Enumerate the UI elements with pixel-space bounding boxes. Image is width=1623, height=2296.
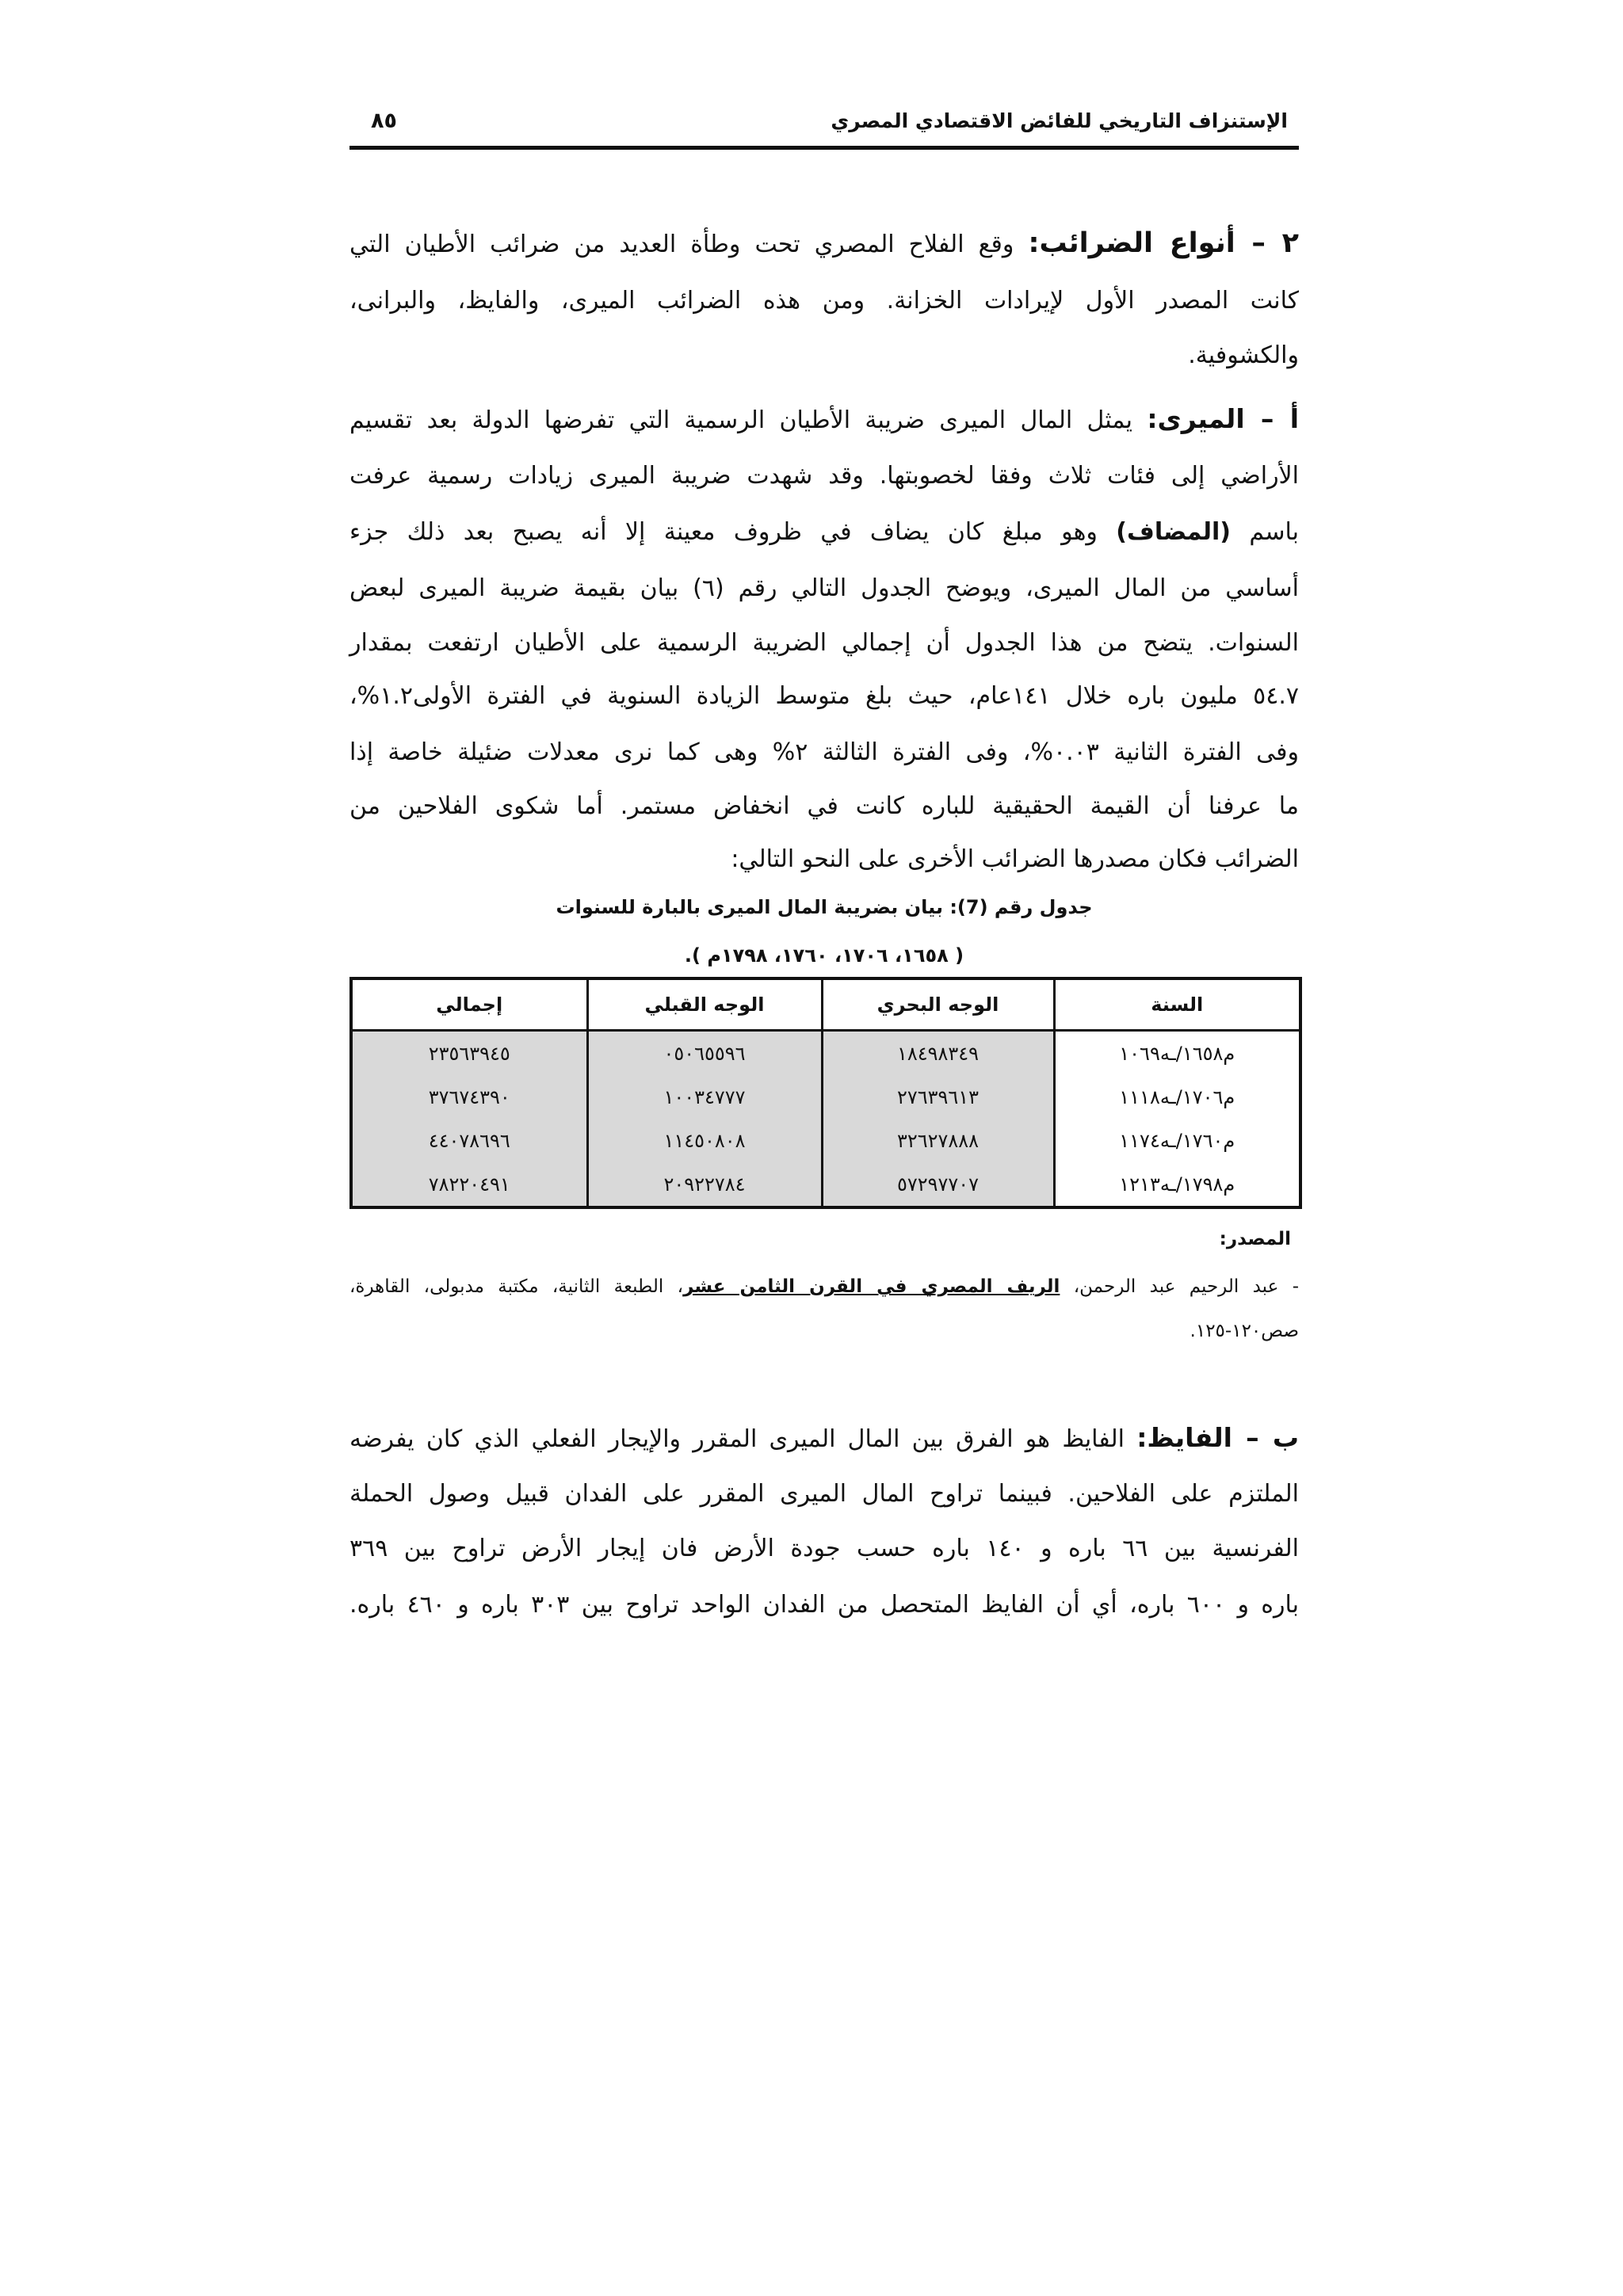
section-heading: ٢ – أنواع الضرائب: (1028, 227, 1300, 259)
table-cell-value: ١٨٤٩٨٣٤٩ (822, 1031, 1054, 1076)
paragraph-line: ما عرفنا أن القيمة الحقيقية للباره كانت في انخفاض مستمر. أما شكوى الفلاحين من (349, 792, 1299, 820)
citation-title: الريف المصري في القرن الثامن عشر (683, 1276, 1060, 1297)
year-value: ١٢١٣هـ/١٧٩٨م (1119, 1173, 1235, 1196)
table-cell-year (1054, 1119, 1300, 1162)
citation-pages: صص١٢٠-١٢٥. (1190, 1321, 1299, 1341)
source-label: المصدر: (1219, 1229, 1291, 1249)
emphasis-term: (المضاف) (1116, 518, 1232, 546)
table-cell-value: ٢٧٦٣٩٦١٣ (822, 1075, 1054, 1119)
line-text: وهو مبلغ كان يضاف في ظروف معينة إلا أنه يصبح بعد ذلك جزء (349, 518, 1098, 546)
header-rule (349, 146, 1299, 150)
table-cell-value: ٣٢٦٢٧٨٨٨ (822, 1119, 1054, 1162)
page-number: ٨٥ (371, 109, 397, 133)
table-cell-value: ٣٧٦٧٤٣٩٠ (351, 1075, 587, 1119)
table-row (351, 1031, 1300, 1076)
subsection-heading: ب – الفايظ: (1136, 1422, 1299, 1453)
table-cell-year (1054, 1075, 1300, 1119)
year-value: ١١١٨هـ/١٧٠٦م (1119, 1085, 1235, 1108)
paragraph-line (349, 1418, 1299, 1458)
table-header-cell: إجمالي (351, 978, 587, 1031)
data-table (349, 977, 1302, 1209)
paragraph-line: السنوات. يتضح من هذا الجدول أن إجمالي الضريبة الرسمية على الأطيان ارتفعت بمقدار (349, 629, 1299, 657)
table-cell-value: ٢٠٩٢٢٧٨٤ (587, 1162, 822, 1207)
table-cell-value: ٠٥٠٦٥٥٩٦ (587, 1031, 822, 1076)
paragraph-line (349, 223, 1299, 263)
paragraph-line: الأراضي إلى فئات ثلاث وفقا لخصوبتها. وقد شهدت ضريبة الميرى زيادات رسمية عرفت (349, 462, 1299, 490)
citation-details: ، الطبعة الثانية، مكتبة مدبولى، القاهرة، (349, 1276, 684, 1297)
table-cell-value: ٧٨٢٢٠٤٩١ (351, 1162, 587, 1207)
year-value: ١٠٦٩هـ/١٦٥٨م (1119, 1042, 1235, 1065)
line-text: باسم (1249, 518, 1299, 546)
running-header-title: الإستنزاف التاريخي للفائض الاقتصادي المصري (831, 109, 1288, 132)
line-text: يمثل المال الميرى ضريبة الأطيان الرسمية التي تفرضها الدولة بعد تقسيم (349, 406, 1133, 434)
table-caption: جدول رقم (7): بيان بضريبة المال الميرى بالبارة للسنوات (556, 896, 1093, 918)
paragraph-line: ٥٤.٧ مليون باره خلال ١٤١عام، حيث بلغ متوسط الزيادة السنوية في الفترة الأولى١.٢%، (349, 682, 1299, 710)
subsection-heading: أ – الميرى: (1147, 403, 1300, 434)
table-cell-value: ١١٤٥٠٨٠٨ (587, 1119, 822, 1162)
paragraph-line: الملتزم على الفلاحين. فبينما تراوح المال الميرى المقرر على الفدان قبيل وصول الحملة (349, 1480, 1299, 1508)
line-text: الفايظ هو الفرق بين المال الميرى المقرر والإيجار الفعلي الذي كان يفرضه (349, 1425, 1125, 1453)
table-header-cell: السنة (1054, 978, 1300, 1031)
table-row (351, 1119, 1300, 1162)
table-cell-value: ٤٤٠٧٨٦٩٦ (351, 1119, 587, 1162)
paragraph-line (349, 513, 1299, 552)
table-header-row (351, 978, 1300, 1031)
table-row (351, 1162, 1300, 1207)
table-cell-year (1054, 1162, 1300, 1207)
citation-author: - عبد الرحيم عبد الرحمن، (1073, 1276, 1299, 1297)
table-row (351, 1075, 1300, 1119)
year-value: ١١٧٤هـ/١٧٦٠م (1119, 1129, 1235, 1152)
table-cell-year (1054, 1031, 1300, 1076)
table-header-cell: الوجه البحري (822, 978, 1054, 1031)
source-citation (349, 1267, 1299, 1306)
table-cell-value: ١٠٠٣٤٧٧٧ (587, 1075, 822, 1119)
line-text: وقع الفلاح المصري تحت وطأة العديد من ضرائب الأطيان التي (349, 231, 1014, 258)
paragraph-line: الفرنسية بين ٦٦ باره و ١٤٠ باره حسب جودة الأرض فان إيجار الأرض تراوح بين ٣٦٩ (349, 1535, 1300, 1562)
table-header-cell: الوجه القبلي (587, 978, 822, 1031)
paragraph-line: والكشوفية. (1188, 341, 1299, 369)
paragraph-line: كانت المصدر الأول لإيرادات الخزانة. ومن هذه الضرائب الميرى، والفايظ، والبرانى، (349, 287, 1299, 315)
paragraph-line: الضرائب فكان مصدرها الضرائب الأخرى على النحو التالي: (731, 845, 1299, 873)
paragraph-line: باره و ٦٠٠ باره، أي أن الفايظ المتحصل من الفدان الواحد تراوح بين ٣٠٣ باره و ٤٦٠ باره. (349, 1591, 1299, 1619)
table-cell-value: ٥٧٢٩٧٧٠٧ (822, 1162, 1054, 1207)
paragraph-line: أساسي من المال الميرى، ويوضح الجدول التالي رقم (٦) بيان بقيمة ضريبة الميرى لبعض (349, 574, 1299, 602)
paragraph-line: وفى الفترة الثانية ٠.٠٣%، وفى الفترة الثالثة ٢% وهى كما نرى معدلات ضئيلة خاصة إذا (349, 738, 1300, 766)
table-cell-value: ٢٣٥٦٣٩٤٥ (351, 1031, 587, 1076)
table-caption-years: ( ١٦٥٨، ١٧٠٦، ١٧٦٠، ١٧٩٨م ). (684, 944, 964, 967)
paragraph-line (349, 399, 1299, 439)
